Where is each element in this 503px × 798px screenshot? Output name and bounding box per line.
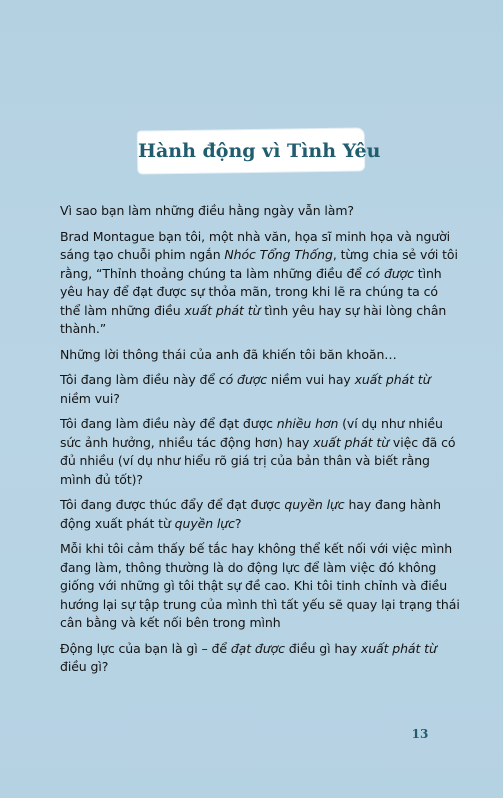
text-segment: tình yêu hay sự hài lòng chân thành.”: [60, 302, 447, 336]
emphasis-text: có được: [218, 372, 268, 387]
text-segment: tình yêu hay để đạt được sự thỏa mãn, trong khi lẽ ra chúng ta có thể làm những điều: [60, 265, 442, 318]
text-segment: Vì sao bạn làm những điều hằng ngày vẫn làm?: [60, 203, 354, 218]
emphasis-text: nhiều hơn: [276, 416, 339, 431]
text-segment: (ví dụ như nhiều sức ảnh hưởng, nhiều tác động hơn) hay: [60, 416, 443, 450]
text-segment: Tôi đang được thúc đẩy để đạt được: [60, 497, 285, 512]
paragraph: [60, 540, 460, 633]
page-number: 13: [411, 727, 429, 741]
text-segment: Brad Montague bạn tôi, một nhà văn, họa sĩ minh họa và người sáng tạo chuỗi phim ngắn: [60, 228, 451, 262]
paragraph: [60, 228, 460, 339]
paragraph: [60, 415, 460, 489]
text-segment: hay đang hành động xuất phát từ: [60, 497, 441, 531]
text-segment: Những lời thông thái của anh đã khiến tôi băn khoăn…: [60, 346, 397, 362]
emphasis-text: quyền lực: [174, 515, 235, 531]
paragraph: [60, 496, 460, 533]
emphasis-text: quyền lực: [284, 497, 345, 512]
paragraph: [60, 346, 460, 365]
body-text: [60, 202, 460, 684]
text-segment: điều gì hay: [284, 640, 361, 656]
chapter-title-banner: [138, 130, 381, 172]
text-segment: Tôi đang làm điều này để: [60, 372, 219, 387]
text-segment: , từng chia sẻ với tôi rằng, “Thỉnh thoảng chúng ta làm những điều để: [60, 247, 458, 281]
text-segment: Động lực của bạn là gì – để: [60, 640, 231, 656]
text-segment: Mỗi khi tôi cảm thấy bế tắc hay không thể kết nối với việc mình đang làm, thông thường là do động lực để làm việc đó không giống với những gì tôi thật sự đề cao. Khi tôi tinh chỉnh và điều hướng lại sự tập trung của mình thì tất yếu sẽ quay lại trạng thái cân bằng và kết nối bên trong mình: [60, 541, 460, 630]
paragraph: [60, 202, 460, 221]
paragraph: [60, 371, 460, 408]
emphasis-text: xuất phát từ: [354, 372, 431, 387]
emphasis-text: xuất phát từ: [184, 302, 261, 318]
text-segment: ?: [234, 515, 242, 531]
emphasis-text: có được: [365, 265, 414, 281]
text-segment: niềm vui?: [60, 390, 120, 406]
text-segment: điều gì?: [60, 659, 109, 674]
text-segment: việc đã có đủ nhiều (ví dụ như hiểu rõ giá trị của bản thân và biết rằng mình đủ tốt)?: [60, 434, 456, 487]
paragraph: [60, 640, 460, 677]
emphasis-text: Nhóc Tổng Thống: [224, 247, 333, 262]
chapter-title: Hành động vì Tình Yêu: [138, 140, 381, 162]
emphasis-text: xuất phát từ: [313, 434, 390, 450]
text-segment: Tôi đang làm điều này để đạt được: [60, 416, 277, 431]
emphasis-text: xuất phát từ: [360, 640, 437, 656]
text-segment: niềm vui hay: [267, 372, 355, 387]
emphasis-text: đạt được: [230, 640, 285, 656]
